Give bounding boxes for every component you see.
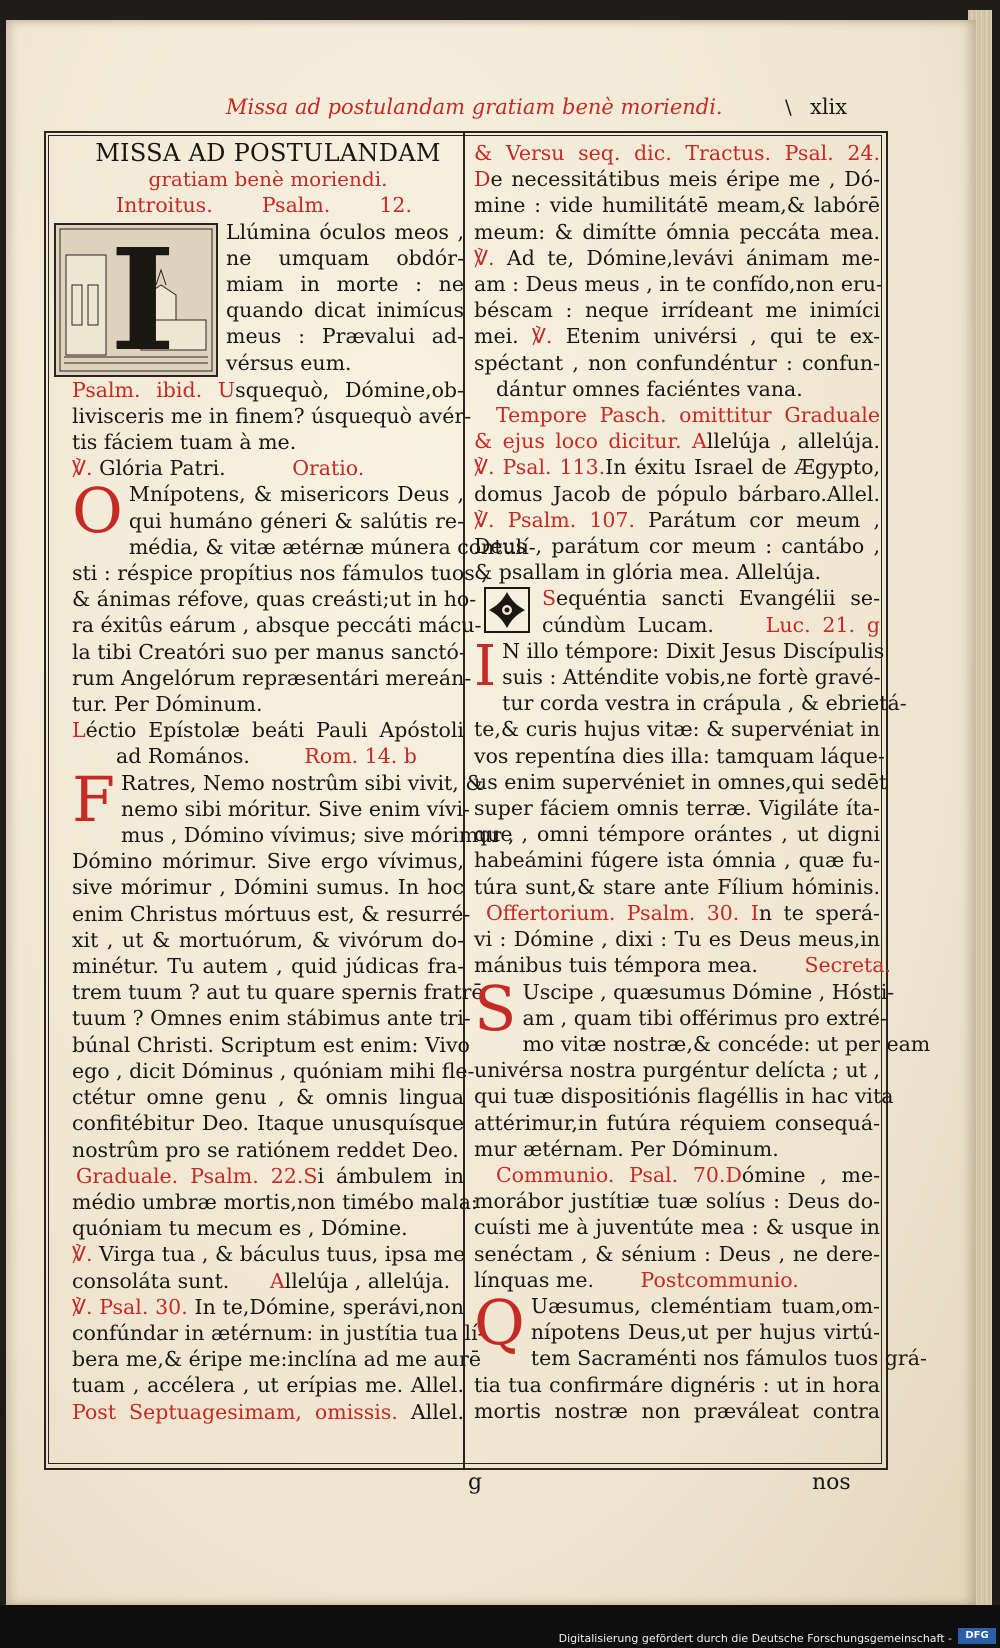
oratio-initial: O — [72, 474, 123, 548]
gospel-line: vos repentína dies illa: tamquam láque- — [474, 743, 885, 768]
introit-line: Llúmina óculos meos , — [226, 219, 464, 244]
sequentia-line2 — [474, 612, 880, 638]
lectio-text: éctio Epístolæ beáti Pauli Apóstoli — [85, 718, 464, 743]
psalm-line: tis fáciem tuam à me. — [72, 430, 297, 455]
communio-line: morábor justítiæ tuæ solíus : Deus do- — [474, 1189, 880, 1214]
psal113-line: domus Jacob de pópulo bárbaro.Allel. — [474, 481, 880, 506]
epistle-line: sive mórimur , Dómini sumus. In hoc — [72, 875, 464, 900]
oratio-line: rum Angelórum repræsentári mereán- — [72, 665, 472, 690]
communio-label: Communio. Psal. 70. — [496, 1162, 726, 1187]
oratio-line: sti : réspice propítius nos fámulos tuos , — [72, 561, 488, 586]
secreta-line: univérsa nostra purgéntur delícta ; ut , — [474, 1058, 880, 1083]
psal30-line: tuam , accélera , ut erípias me. Allel. — [72, 1373, 464, 1398]
psalm107-label: Psalm. 107. — [507, 507, 635, 532]
versicle-icon: ℣. — [474, 507, 495, 532]
epistle-line: minétur. Tu autem , quid júdicas fra- — [72, 954, 464, 979]
secreta-line: am , quam tibi offérimus pro extré- — [522, 1005, 887, 1030]
lectio-line — [72, 717, 464, 743]
psal30-line: bera me,& éripe me:inclína ad me aurē — [72, 1347, 481, 1372]
offertorium-initial: I — [750, 900, 759, 925]
introit-line: quando dicat inimícus — [226, 298, 464, 323]
psalm-ibid-initial: U — [217, 377, 236, 402]
signature-mark: g — [468, 1470, 483, 1495]
running-header — [0, 95, 980, 125]
graduale-initial: S — [303, 1163, 318, 1188]
suscipe-initial: S — [474, 971, 517, 1045]
versicle-icon: ℣. — [72, 1294, 93, 1319]
psal113-line — [474, 454, 880, 480]
psal113-text: In éxitu Israel de Ægypto, — [605, 455, 880, 480]
introit-line: meus : Prævalui ad- — [226, 324, 464, 349]
psal30-text: In te,Dómine, sperávi,non — [194, 1294, 464, 1319]
secreta-label: Secreta. — [804, 953, 892, 978]
communio-initial: D — [725, 1162, 742, 1187]
versicle-2-text: Etenim univérsi , qui te ex- — [565, 324, 880, 349]
sequentia-line — [474, 585, 880, 611]
tempore-line: Tempore Pasch. omittitur Graduale — [496, 403, 880, 428]
virga-line2 — [72, 1268, 464, 1294]
versicle-1-end: mei. — [474, 324, 519, 349]
gospel-line: te,& curis hujus vitæ: & supervéniat in — [474, 717, 880, 742]
epistle-line: xit , ut & mortuórum, & vivórum do- — [72, 927, 464, 952]
versicle-icon: ℣. — [531, 324, 553, 349]
tempore-initial: A — [691, 429, 707, 454]
versicle-1-line: béscam : neque irrídeant me inimíci — [474, 298, 880, 323]
lectio-ref: Rom. 14. b — [304, 744, 417, 769]
mass-title: MISSA AD POSTULANDAM — [95, 139, 441, 167]
secreta-block — [474, 971, 931, 1162]
alleluia-text: llelúja , allelúja. — [284, 1268, 451, 1293]
postcommunio-line: Uæsumus, cleméntiam tuam,om- — [530, 1293, 880, 1318]
initial-letter: I — [110, 218, 176, 383]
sequentia-block — [474, 585, 880, 637]
virga-text: Virga tua , & báculus tuus, ipsa me — [99, 1242, 466, 1267]
oratio-label: Oratio. — [292, 456, 365, 481]
gospel-initial: I — [474, 633, 497, 699]
secreta-line: Uscipe , quæsumus Dómine , Hósti- — [522, 979, 895, 1004]
introitus-label: Introitus. — [116, 193, 213, 218]
lectio-line2 — [72, 743, 464, 769]
epistle-line: enim Christus mórtuus est, & resurré- — [72, 901, 471, 926]
oratio-line: qui humáno géneri & salútis re- — [128, 508, 464, 533]
virga-line — [72, 1241, 464, 1267]
graduale-label: Graduale. Psalm. 22. — [76, 1163, 304, 1188]
fratres-block — [72, 762, 515, 1163]
versicle-1-text: Ad te, Dómine,levávi ánimam me- — [506, 245, 880, 270]
fleuron-ornament-icon — [484, 587, 530, 633]
psalm-text: squequò, Dómine,ob- — [235, 377, 464, 402]
post-septuagesimam-line — [72, 1399, 464, 1425]
postcommunio-line: tia tua confirmáre dignéris : ut in hora — [474, 1372, 880, 1397]
alleluia-initial: A — [269, 1268, 285, 1293]
tractus-heading: & Versu seq. dic. Tractus. Psal. 24. — [474, 141, 880, 165]
secreta-line: mur ætérnam. Per Dóminum. — [474, 1136, 779, 1161]
epistle-line: tuum ? Omnes enim stábimus ante tri- — [72, 1006, 471, 1031]
gospel-line: N illo témpore: Dixit Jesus Discípulis — [502, 638, 885, 663]
graduale-line: quóniam tu mecum es , Dómine. — [72, 1216, 408, 1241]
postcommunio-line: nípotens Deus,ut per hujus virtú- — [530, 1320, 880, 1345]
tractus-line — [474, 166, 880, 192]
communio-line: cuísti me à juventúte mea : & usque in — [474, 1215, 880, 1240]
psal30-line: confúndar in ætérnum: in justítia tua lí- — [72, 1320, 485, 1345]
tractus-text: e necessitátibus meis éripe me , Dó- — [490, 167, 880, 192]
versicle-icon: ℣. — [72, 1242, 93, 1267]
postcommunio-line: tem Sacraménti nos fámulos tuos grá- — [530, 1346, 927, 1371]
graduale-line: médio umbræ mortis,non timébo mala: — [72, 1189, 478, 1214]
epistle-line: nostrûm pro se ratiónem reddet Deo. — [72, 1137, 459, 1162]
gospel-line: túra sunt,& stare ante Fílium hóminis. — [474, 874, 880, 899]
digitization-credit: Digitalisierung gefördert durch die Deutsche Forschungsgemeinschaft - — [558, 1632, 952, 1645]
psal30-label: Psal. 30. — [99, 1294, 188, 1319]
communio-line: senéctam , & sénium : Deus , ne dere- — [474, 1241, 880, 1266]
introit-block — [72, 218, 464, 383]
tractus-line: meum: & dimítte ómnia peccáta mea. — [474, 219, 880, 244]
epistle-line: Ratres, Nemo nostrûm sibi vivit, & — [121, 770, 484, 795]
graduale-text: i ámbulem in — [317, 1163, 465, 1188]
epistle-line: ctétur omne genu , & omnis lingua — [72, 1085, 464, 1110]
versicle-icon: ℣. — [72, 456, 93, 481]
fratres-initial: F — [72, 762, 116, 836]
oratio-line: ra éxitûs eárum , absque peccáti mácu- — [72, 613, 482, 638]
gospel-line: tur corda vestra in crápula , & ebrietá- — [502, 691, 907, 716]
mark: \ — [785, 95, 792, 119]
oratio-block — [72, 474, 536, 717]
communio-text: ómine , me- — [741, 1162, 880, 1187]
gospel-line: suis : Atténdite vobis,ne fortè gravé- — [502, 665, 881, 690]
graduale-line — [72, 1163, 464, 1189]
gospel-line: super fáciem omnis terræ. Vigiláte íta- — [474, 796, 880, 821]
introit-line: miam in morte : ne — [226, 272, 464, 297]
tempore-tail: llelúja , allelúja. — [706, 429, 880, 454]
tractus-initial: D — [474, 167, 491, 192]
historiated-initial-I — [54, 218, 218, 383]
psal113-label: Psal. 113. — [502, 455, 606, 480]
offertorium-line — [474, 900, 880, 926]
gloria-line — [72, 455, 464, 481]
versicle-icon: ℣. — [474, 455, 495, 480]
right-column — [474, 140, 931, 1424]
lectio-initial: L — [72, 718, 86, 743]
oratio-line: média, & vitæ ætérnæ múnera contulí- — [128, 534, 536, 559]
oratio-line: la tibi Creatóri suo per manus sanctó- — [72, 639, 466, 664]
versicle-2-line — [474, 323, 880, 349]
mass-subtitle: gratiam benè moriendi. — [148, 167, 388, 192]
offertorium-label: Offertorium. Psalm. 30. — [486, 900, 740, 925]
lectio-text2: ad Romános. — [116, 744, 250, 769]
postcommunio-block — [474, 1285, 927, 1424]
sequentia-initial: S — [542, 586, 557, 611]
luc-ref: Luc. 21. g — [765, 612, 880, 637]
communio-line — [474, 1162, 880, 1188]
oratio-line: tur. Per Dóminum. — [72, 692, 263, 717]
offertorium-line3 — [474, 952, 892, 978]
sequentia-text: equéntia sancti Evangélii se- — [556, 586, 880, 611]
psalm107-text: Parátum cor meum , — [648, 507, 880, 532]
tempore-label: & ejus loco dicitur. — [474, 429, 682, 454]
introitus-heading — [72, 192, 464, 218]
gloria-text: Glória Patri. — [99, 456, 226, 481]
oratio-line: Mnípotens, & misericors Deus , — [128, 482, 464, 507]
post-septuagesimam-tail: Allel. — [410, 1399, 464, 1424]
epistle-line: Dómino mórimur. Sive ergo vívimus, — [72, 849, 464, 874]
tractus-line: mine : vide humilitátē meam,& labórē — [474, 193, 880, 218]
introitus-ref: Psalm. 12. — [261, 193, 412, 218]
psalm107-line: Deus , parátum cor meum : cantábo , — [474, 534, 880, 559]
versicle-1-line — [474, 245, 880, 271]
tempore-line2 — [474, 428, 880, 454]
versicle-icon: ℣. — [474, 245, 495, 270]
introit-line: vérsus eum. — [226, 350, 352, 375]
secreta-line: qui tuæ dispositiónis flagéllis in hac vita — [474, 1084, 894, 1109]
gospel-line: que , omni témpore orántes , ut digni — [474, 822, 880, 847]
dfg-logo: DFG — [958, 1628, 996, 1644]
secreta-line: attérimur,in futúra réquiem consequá- — [474, 1110, 880, 1135]
gospel-line: us enim supervéniet in omnes,qui sedēt — [474, 769, 888, 794]
epistle-line: ego , dicit Dóminus , quóniam mihi fle- — [72, 1058, 475, 1083]
virga-text2: consoláta sunt. — [72, 1268, 230, 1293]
oratio-line: & ánimas réfove, quas creásti;ut in ho- — [72, 587, 477, 612]
epistle-line: trem tuum ? aut tu quare spernis fratrē — [72, 980, 484, 1005]
communio-line5 — [474, 1267, 880, 1293]
psal30-line — [72, 1294, 464, 1320]
epistle-line: nemo sibi móritur. Sive enim vívi- — [121, 796, 470, 821]
secreta-line: mo vitæ nostræ,& concéde: ut per eam — [522, 1031, 931, 1056]
psalm-line: livisceris me in finem? úsquequò avér- — [72, 403, 472, 428]
quaesumus-initial: Q — [474, 1285, 525, 1359]
offertorium-text3: mánibus tuis témpora mea. — [474, 953, 758, 978]
gospel-line: habeámini fúgere ista ómnia , quæ fu- — [474, 848, 880, 873]
offertorium-line: vi : Dómine , dixi : Tu es Deus meus,in — [474, 927, 880, 952]
versicle-1-line: am : Deus meus , in te confído,non eru- — [474, 272, 883, 297]
psalm107-line — [474, 507, 880, 533]
epistle-line: mus , Dómino vívimus; sive mórimur , — [121, 823, 515, 848]
sequentia-text2: cúndùm Lucam. — [542, 612, 714, 637]
offertorium-text: n te sperá- — [758, 900, 880, 925]
catchword: nos — [812, 1470, 851, 1495]
gospel-block — [474, 633, 907, 900]
folio-number: xlix — [810, 95, 848, 119]
psalm107-line: & psallam in glória mea. Allelúja. — [474, 560, 822, 585]
running-title: Missa ad postulandam gratiam benè moriendi. — [226, 95, 723, 119]
epistle-line: confitébitur Deo. Itaque unusquísque — [72, 1111, 464, 1136]
post-septuagesimam-label: Post Septuagesimam, omissis. — [72, 1399, 398, 1424]
postcommunio-label: Postcommunio. — [640, 1267, 799, 1292]
introit-line: ne umquam obdór- — [226, 245, 464, 270]
epistle-line: búnal Christi. Scriptum est enim: Vivo — [72, 1032, 470, 1057]
postcommunio-line: mortis nostræ non præváleat contra — [474, 1398, 880, 1423]
psalm-ibid-label: Psalm. ibid. — [72, 377, 203, 402]
versicle-2-line: spéctant , non confundéntur : confun- — [474, 350, 880, 375]
communio-text5: línquas me. — [474, 1267, 594, 1292]
versicle-2-line: dántur omnes faciéntes vana. — [496, 376, 803, 401]
